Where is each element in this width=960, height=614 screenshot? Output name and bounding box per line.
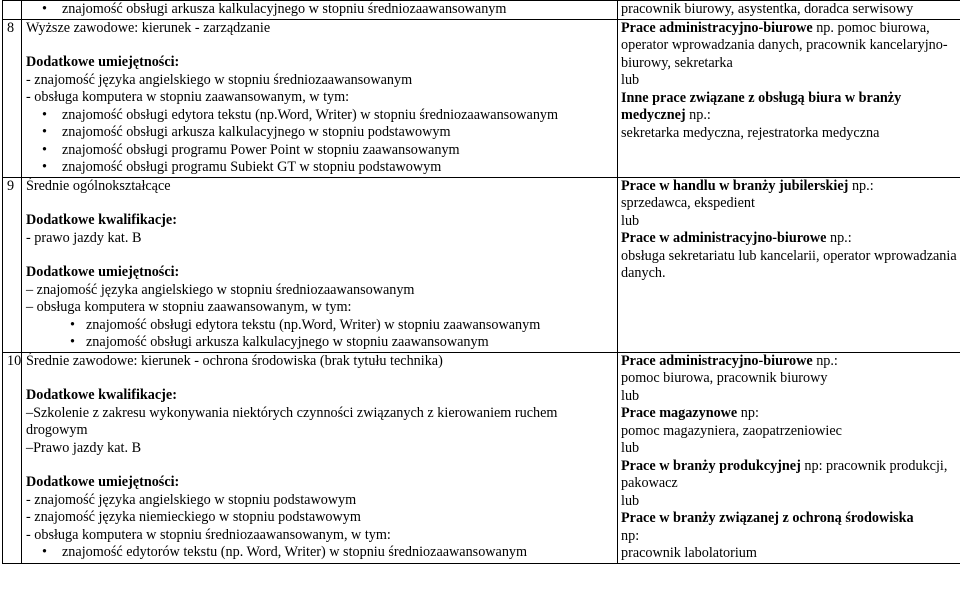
position-text: np.: [812,352,838,369]
positions-cell [618,19,960,177]
skill-line: - prawo jazdy kat. B [26,229,142,246]
list-item: • znajomość edytorów tekstu (np. Word, Writer) w stopniu średniozaawansowanym [26,544,614,562]
section-heading: Dodatkowe umiejętności: [26,264,180,280]
list-item: • znajomość obsługi edytora tekstu (np.Word, Writer) w stopniu zaawansowanym [26,317,614,335]
table-row [3,19,960,177]
separator-text: lub [621,387,640,404]
qualifications-cell [22,352,618,563]
separator-text: lub [621,72,640,88]
list-item: • znajomość obsługi programu Power Point w stopniu zaawansowanym [26,142,614,160]
list-item: • znajomość obsługi arkusza kalkulacyjnego w stopniu średniozaawansowanym [26,1,614,19]
separator-text: lub [621,440,640,456]
list-item: • znajomość obsługi arkusza kalkulacyjnego w stopniu podstawowym [26,124,614,142]
position-heading: Inne prace związane z obsługą biura w branży medycznej [621,89,902,123]
position-heading: Prace w branży związanej z ochroną środowiska [621,510,914,526]
qualifications-cell [22,1,618,20]
skill-line: - znajomość języka niemieckiego w stopniu podstawowym [26,509,361,525]
position-text: np.: [848,177,874,194]
position-text: pomoc magazyniera, zaopatrzeniowiec [621,422,842,439]
separator-text: lub [621,212,640,229]
qualifications-cell [22,19,618,177]
qualifications-cell [22,177,618,352]
row-number: 9 [3,177,22,352]
position-heading: Prace w handlu w branży jubilerskiej [621,177,849,194]
list-item: • znajomość obsługi arkusza kalkulacyjnego w stopniu zaawansowanym [26,334,614,352]
section-heading: Dodatkowe kwalifikacje: [26,387,177,403]
job-offers-table [2,0,960,564]
skill-line: –Prawo jazdy kat. B [26,439,142,456]
row-number-cell [3,1,22,20]
position-text: np.: [826,230,852,246]
position-heading: Prace administracyjno-biurowe [621,19,813,36]
position-text: sprzedawca, ekspedient [621,195,755,211]
table-row [3,352,960,563]
position-text: sekretarka medyczna, rejestratorka medyczna [621,124,880,141]
skill-line: - obsługa komputera w stopniu średniozaawansowanym, w tym: [26,526,391,543]
section-heading: Dodatkowe umiejętności: [26,474,180,490]
education-title: Wyższe zawodowe: kierunek - zarządzanie [26,19,271,36]
row-number: 8 [3,19,22,177]
position-text: np: pracownik produkcji, pakowacz [621,457,948,491]
separator-text: lub [621,492,640,509]
skill-line: – obsługa komputera w stopniu zaawansowanym, w tym: [26,299,352,315]
section-heading: Dodatkowe umiejętności: [26,54,180,70]
position-text: pracownik labolatorium [621,545,757,561]
position-heading: Prace administracyjno-biurowe [621,352,813,369]
position-text: np. pomoc biurowa, operator wprowadzania danych, pracownik kancelaryjno-biurowy, sekretarka [621,19,948,71]
table-row [3,1,960,20]
positions-cell [618,352,960,563]
positions-cell [618,177,960,352]
section-heading: Dodatkowe kwalifikacje: [26,212,177,228]
skill-line: –Szkolenie z zakresu wykonywania niektórych czynności związanych z kierowaniem ruchem drogowym [26,404,558,438]
skill-line: - obsługa komputera w stopniu zaawansowanym, w tym: [26,89,350,105]
education-title: Średnie zawodowe: kierunek - ochrona środowiska (brak tytułu technika) [26,352,443,369]
skill-line: – znajomość języka angielskiego w stopniu średniozaawansowanym [26,281,415,298]
list-item: • znajomość obsługi programu Subiekt GT w stopniu podstawowym [26,159,614,177]
position-text: np: [737,405,759,421]
positions-cell [618,1,960,20]
position-text: obsługa sekretariatu lub kancelarii, operator wprowadzania danych. [621,247,957,281]
positions-text: pracownik biurowy, asystentka, doradca serwisowy [621,1,914,17]
position-heading: Prace magazynowe [621,405,738,421]
skill-line: - znajomość języka angielskiego w stopniu średniozaawansowanym [26,71,413,88]
list-item: • znajomość obsługi edytora tekstu (np.Word, Writer) w stopniu średniozaawansowanym [26,107,614,125]
position-text: pomoc biurowa, pracownik biurowy [621,370,828,386]
skill-line: - znajomość języka angielskiego w stopniu podstawowym [26,491,357,508]
position-text: np: [621,527,640,544]
position-heading: Prace w administracyjno-biurowe [621,230,827,246]
education-title: Średnie ogólnokształcące [26,177,171,194]
table-row [3,177,960,352]
row-number: 10 [3,352,22,563]
position-heading: Prace w branży produkcyjnej [621,457,801,474]
position-text: np.: [685,107,711,123]
